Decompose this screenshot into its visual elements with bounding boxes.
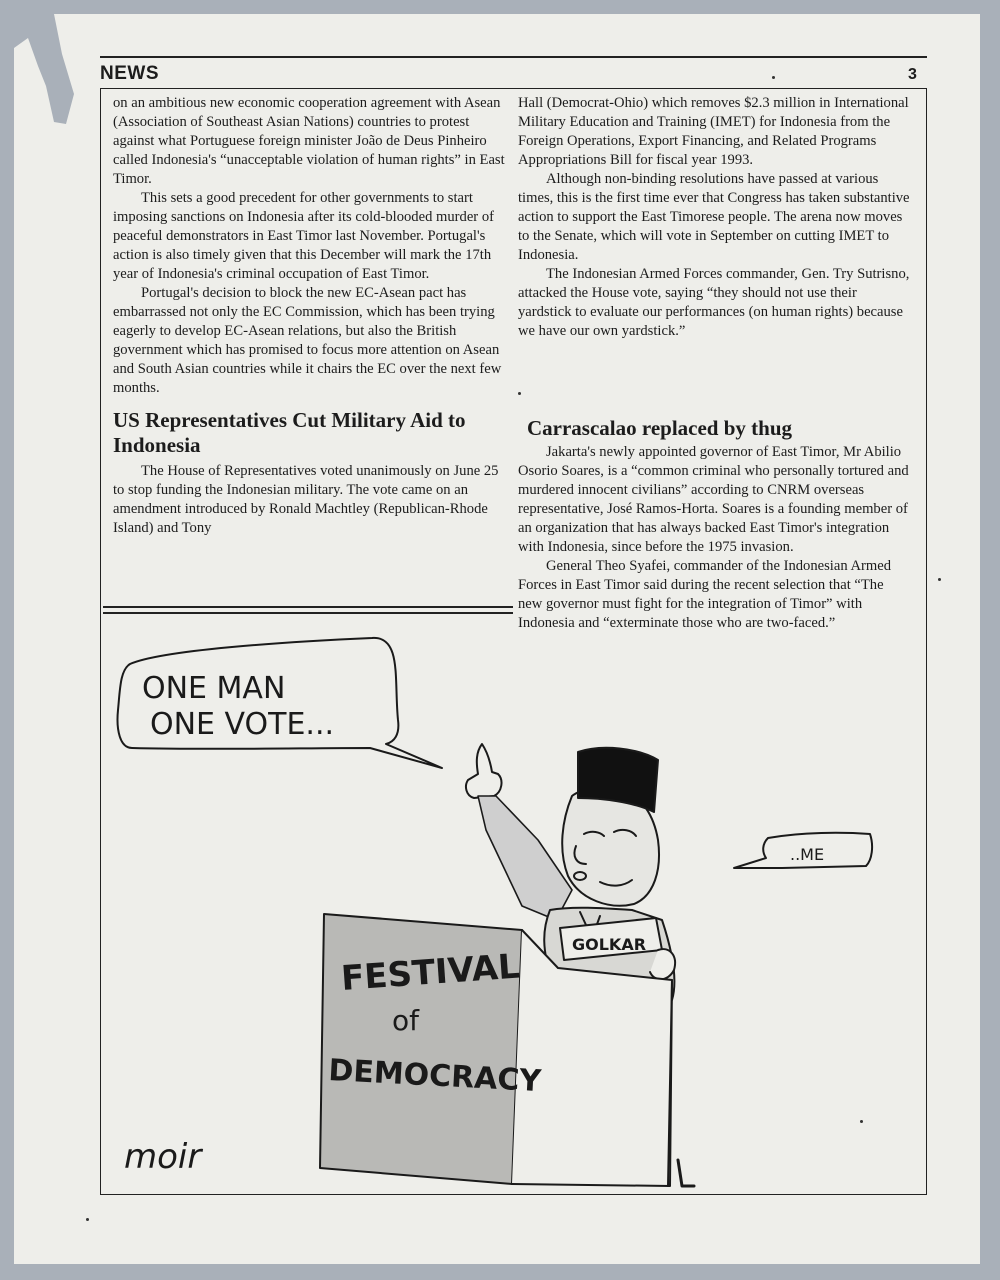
left-paragraph-4: The House of Representatives voted unanimously on June 25 to stop funding the Indonesian military. The vote came on an amendment introduced by Ronald Machtley (Republican-Rhode Island) and Tony (113, 463, 499, 536)
carrascalao-headline: Carrascalao replaced by thug (527, 416, 793, 440)
speck-2 (518, 392, 521, 395)
left-paragraph-1: on an ambitious new economic cooperation agreement with Asean (Association of Southeast Asian Nations) countries to protest against what Portuguese foreign minister João de Deus Pinheiro called Indonesia's “unacceptable violation of human rights” in East Timor. (113, 95, 505, 187)
small-bubble-text: ..ME (790, 845, 825, 864)
right-column (518, 94, 910, 341)
right-paragraph-4: Jakarta's newly appointed governor of East Timor, Mr Abilio Osorio Soares, is a “common criminal who personally tortured and murdered innocent civilians” according to CNRM overseas representative, José Ramos-Horta. Soares is a founding member of an organization that has always backed East Timor's integration with Indonesia, since before the 1975 invasion. (518, 444, 909, 555)
political-cartoon (102, 620, 925, 1193)
raised-arm (478, 796, 572, 920)
us-representatives-headline: US Representatives Cut Military Aid to Indonesia (113, 408, 466, 457)
right-column-lower (518, 443, 910, 633)
right-paragraph-5: General Theo Syafei, commander of the Indonesian Armed Forces in East Timor said during the recent selection that “The new governor must fight for the integration of Timor” with Indonesia and “exterminate those who are two-faced.” (518, 558, 891, 631)
cartoonist-signature: moir (124, 1137, 202, 1177)
speck-4 (86, 1218, 89, 1221)
header-rule (100, 56, 927, 58)
left-paragraph-2: This sets a good precedent for other governments to start imposing sanctions on Indonesia after its cold-blooded murder of peaceful demonstrators in East Timor last November. Portugal's action is also timely given that this December will mark the 17th year of Indonesia's criminal occupation of East Timor. (113, 190, 494, 282)
speck-5 (860, 1120, 863, 1123)
podium-text-line1: FESTIVAL (339, 946, 521, 999)
speck-1 (772, 76, 775, 79)
left-column (113, 94, 505, 538)
podium-text-line3: DEMOCRACY (327, 1053, 542, 1100)
raised-thumb (466, 744, 501, 798)
right-paragraph-3: The Indonesian Armed Forces commander, Gen. Try Sutrisno, attacked the House vote, saying “they should not use their yardstick to evaluate our performances (on human rights) because we have our own yardstick.” (518, 266, 910, 339)
page-number: 3 (908, 66, 917, 83)
left-paragraph-3: Portugal's decision to block the new EC-Asean pact has embarrassed not only the EC Commission, which has been trying eagerly to develop EC-Asean relations, but also the British government which has promised to focus more attention on Asean and South Asian countries while it chairs the EC over the next few months. (113, 285, 502, 396)
speech-text-line1: ONE MAN (142, 671, 286, 706)
podium-text-line2: of (392, 1004, 419, 1037)
golkar-sign-text: GOLKAR (572, 935, 647, 954)
right-paragraph-2: Although non-binding resolutions have passed at various times, this is the first time ever that Congress has taken substantive action to support the East Timorese people. The arena now moves to the Senate, which will vote in September on cutting IMET to Indonesia. (518, 171, 910, 263)
cartoon-top-rule-2 (103, 612, 513, 614)
section-label: NEWS (100, 63, 159, 84)
cartoon-top-rule (103, 606, 513, 608)
speck-3 (938, 578, 941, 581)
speech-text-line2: ONE VOTE... (150, 707, 335, 742)
right-paragraph-1: Hall (Democrat-Ohio) which removes $2.3 million in International Military Education and Training (IMET) for Indonesia from the Foreign Operations, Export Financing, and Related Programs Appropriations Bill for fiscal year 1993. (518, 95, 909, 168)
